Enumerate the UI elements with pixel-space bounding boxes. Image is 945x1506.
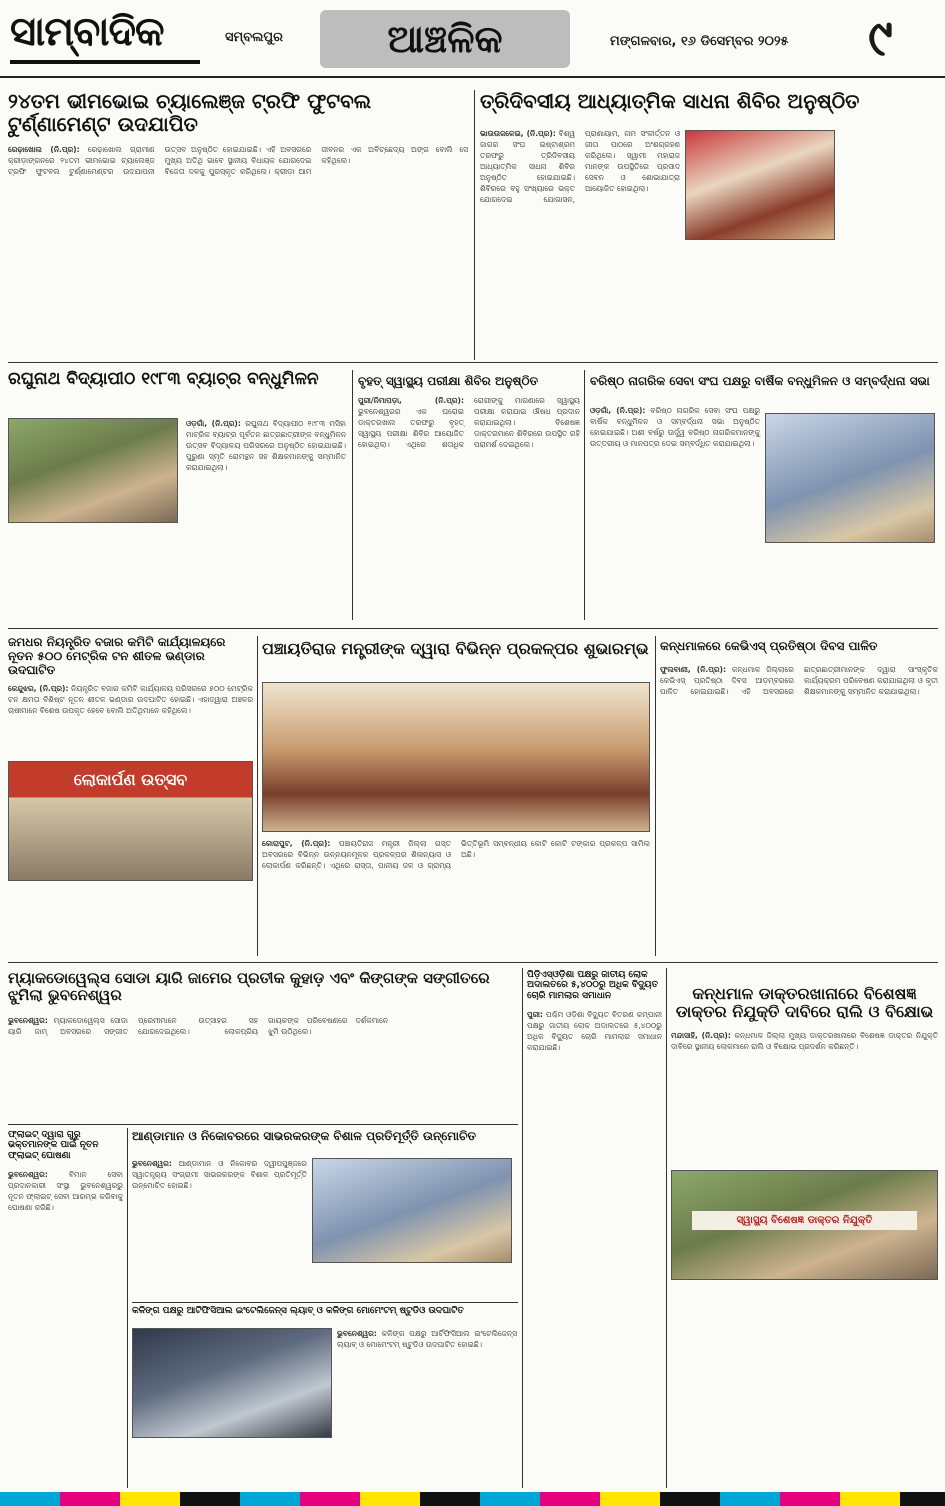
story-dateline: ଭୁବନେଶ୍ୱର: bbox=[8, 1170, 48, 1180]
row-divider bbox=[132, 1302, 518, 1303]
row-divider bbox=[8, 628, 938, 629]
story-text: ଭୁବନେଶ୍ୱରର ଏକ ଘରୋଇ ଡାକ୍ତରଖାନା ତରଫରୁ ବୃହତ୍ ସ୍ୱାସ୍ଥ୍ୟ ପରୀକ୍ଷା ଶିବିର ଆୟୋଜିତ ହୋଇଥିଲା। ଏଥିରେ ଶତାଧିକ ରୋଗୀଙ୍କୁ ମାଗଣାରେ ସ୍ୱାସ୍ଥ୍ୟ ପରୀକ୍ଷା କରାଯାଇ ଔଷଧ ପ୍ରଦାନ କରାଯାଇଥିଲା। ବିଶେଷଜ୍ଞ ଡାକ୍ତରମାନେ ଶିବିରରେ ଉପସ୍ଥିତ ରହି ପରାମର୍ଶ ଦେଇଥିଲେ। bbox=[358, 395, 580, 449]
section-banner: ଆଞ୍ଚଳିକ bbox=[320, 10, 570, 68]
story-dateline: ଫୁଲବାଣୀ, (ନି.ପ୍ର): bbox=[660, 664, 726, 674]
story-reunion bbox=[8, 370, 348, 620]
story-football bbox=[8, 90, 468, 355]
story-dateline: କେନ୍ଦୁଝର, (ନି.ପ୍ର): bbox=[8, 684, 69, 694]
story-headline: କନ୍ଧମାଳରେ କେଭିଏସ୍ ପ୍ରତିଷ୍ଠା ଦିବସ ପାଳିତ bbox=[660, 640, 878, 653]
story-text: କଳିଙ୍ଗ ପକ୍ଷରୁ ଆର୍ଟିଫିସିଆଲ ଇଂଟେଲିଜେନ୍ସ ଲ୍ୟାବ୍ ଓ ମୋମେଂଟମ୍ ଷ୍ଟୁଡିଓ ଉଦଘାଟିତ ହୋଇଛି। bbox=[337, 1329, 517, 1349]
edition-name: ସମ୍ବଲପୁର bbox=[225, 30, 283, 45]
story-photo bbox=[685, 130, 835, 240]
story-soda-yaari bbox=[8, 970, 518, 1120]
story-headline: ପଞ୍ଚାୟତିରାଜ ମନ୍ତ୍ରୀଙ୍କ ଦ୍ୱାରା ବିଭିନ୍ନ ପ୍ରକଳ୍ପର ଶୁଭାରମ୍ଭ bbox=[262, 640, 649, 658]
story-dateline: ଭୁବନେଶ୍ୱର: bbox=[337, 1329, 377, 1338]
story-kvs-day bbox=[660, 640, 938, 958]
column-rule bbox=[474, 90, 475, 360]
story-body bbox=[590, 405, 760, 449]
story-dateline: ରେଢ଼ାଖୋଲ (ନି.ପ୍ର): bbox=[8, 145, 80, 154]
story-headline: ଜମଧର ନିୟନ୍ତ୍ରିତ ବଜାର କମିଟି କାର୍ଯ୍ୟାଳୟରେ ନୂତନ ୫୦୦ ମେଟ୍ରିକ ଟନ ଶୀତଳ ଭଣ୍ଡାର ଉଦଘାଟିତ bbox=[8, 636, 226, 677]
story-text: ପଞ୍ଚାୟତିରାଜ ମନ୍ତ୍ରୀ ଜିଲ୍ଲା ଗସ୍ତ ଅବସରରେ ବିଭିନ୍ନ ଉନ୍ନୟନମୂଳକ ପ୍ରକଳ୍ପର ଶିଳାନ୍ୟାସ ଓ ଲୋକାର୍ପଣ କରିଛନ୍ତି। ଏଥିରେ ରାସ୍ତା, ପାନୀୟ ଜଳ ଓ ଗ୍ରାମ୍ୟ ଭିତ୍ତିଭୂମି ସମ୍ବନ୍ଧୀୟ କୋଟି କୋଟି ଟଙ୍କାର ପ୍ରକଳ୍ପ ସାମିଲ ଅଛି। bbox=[262, 839, 650, 870]
newspaper-logo: ସାମ୍ବାଦିକ bbox=[10, 8, 200, 64]
story-headline: ବରିଷ୍ଠ ନାଗରିକ ସେବା ସଂଘ ପକ୍ଷରୁ ବାର୍ଷିକ ବନ୍ଧୁମିଳନ ଓ ସମ୍ବର୍ଦ୍ଧନା ସଭା bbox=[590, 375, 930, 388]
page-number: ୯ bbox=[868, 8, 893, 67]
story-senior-citizens bbox=[590, 375, 938, 623]
story-body bbox=[358, 395, 580, 450]
story-body bbox=[132, 1158, 307, 1191]
story-headline: ରଘୁନାଥ ବିଦ୍ୟାପୀଠ ୧୯୮୩ ବ୍ୟାଚ୍‌ର ବନ୍ଧୁମିଳନ bbox=[8, 370, 319, 389]
story-text: ବରିଷ୍ଠ ନାଗରିକ ସେବା ସଂଘ ପକ୍ଷରୁ ବାର୍ଷିକ ବନ୍ଧୁମିଳନ ଓ ସମ୍ବର୍ଦ୍ଧନା ସଭା ଅନୁଷ୍ଠିତ ହୋଇଯାଇଛି। ଅଶୀ ବର୍ଷରୁ ଊର୍ଦ୍ଧ୍ୱ ବରିଷ୍ଠ ନାଗରିକମାନଙ୍କୁ ଉତ୍ତରୀୟ ଓ ମାନପତ୍ର ଦେଇ ସମ୍ବର୍ଦ୍ଧିତ କରାଯାଇଥିଲା। bbox=[590, 406, 761, 448]
column-rule bbox=[522, 968, 523, 1488]
story-body bbox=[671, 1030, 938, 1052]
story-dateline: ଓଡ଼ଗାଁ, (ନି.ପ୍ର): bbox=[186, 419, 241, 428]
story-spiritual-camp bbox=[480, 90, 938, 358]
column-rule bbox=[584, 370, 585, 620]
column-rule bbox=[352, 370, 353, 620]
story-dateline: କୋରାପୁଟ, (ନି.ପ୍ର): bbox=[262, 839, 331, 848]
story-headline: ପିଡ଼ିଏସ୍‌ଓଡ଼ିଶା ପକ୍ଷରୁ ଜାତୀୟ ଲୋକ ଅଦାଲତରେ ୫,୪୦୦ରୁ ଅଧିକ ବିଦ୍ୟୁତ ଚୋରି ମାମଲାର ସମାଧାନ bbox=[527, 970, 658, 1001]
story-text: ରେଢ଼ାଖୋଲ ଗ୍ରାମୀଣ କ୍ରୀଡ଼ାଙ୍ଗନରେ ୨୪ତମ ଭୀମଭୋଇ ଚ୍ୟାଲେଞ୍ଜ ଟ୍ରଫି ଫୁଟବଲ ଟୁର୍ଣ୍ଣାମେଣ୍ଟର ଉଦଯାପନୀ ଉତ୍ସବ ଅନୁଷ୍ଠିତ ହୋଇଯାଇଛି। ଏହି ଅବସରରେ ମୁଖ୍ୟ ଅତିଥି ଭାବେ ସ୍ଥାନୀୟ ବିଧାୟକ ଯୋଗଦେଇ ବିଜେତା ଦଳକୁ ପୁରସ୍କୃତ କରିଥିଲେ। କ୍ରୀଡ଼ା ଆମ ଜୀବନର ଏକ ଅବିଚ୍ଛେଦ୍ୟ ଅଙ୍ଗ ବୋଲି ସେ କହିଥିଲେ। bbox=[8, 145, 468, 176]
story-body bbox=[262, 838, 650, 871]
story-photo bbox=[671, 1170, 938, 1280]
story-text: ରଘୁନାଥ ବିଦ୍ୟାପୀଠ ୧୯୮୩ ମସିହା ମାଟ୍ରିକ ବ୍ୟାଚ୍‌ର ପୂର୍ବତନ ଛାତ୍ରଛାତ୍ରୀଙ୍କ ବନ୍ଧୁମିଳନ ଉତ୍ସବ ବିଦ୍ୟାଳୟ ପରିସରରେ ଅନୁଷ୍ଠିତ ହୋଇଯାଇଛି। ପୁରୁଣା ସ୍ମୃତି ରୋମନ୍ଥନ ସହ ଶିକ୍ଷକମାନଙ୍କୁ ସମ୍ମାନିତ କରାଯାଇଥିଲା। bbox=[186, 419, 346, 472]
story-headline: ଫ୍ଲାଇଟ୍ ଦ୍ୱାରା ଗୁରୁ ଭକ୍ତମାନଙ୍କ ପାଇଁ ନୂତନ ଫ୍ଲାଇଟ୍ ଘୋଷଣା bbox=[8, 1130, 99, 1161]
story-photo bbox=[312, 1158, 512, 1263]
story-photo bbox=[8, 418, 178, 523]
story-dateline: ମନ୍ଦାସାହି, (ନି.ପ୍ର): bbox=[671, 1030, 731, 1040]
story-photo bbox=[765, 413, 935, 543]
story-headline: ତ୍ରିଦିବସୀୟ ଆଧ୍ୟାତ୍ମିକ ସାଧନା ଶିବିର ଅନୁଷ୍ଠିତ bbox=[480, 90, 860, 113]
banner-text: ସ୍ୱାସ୍ଥ୍ୟ ବିଶେଷଜ୍ଞ ଡାକ୍ତର ନିଯୁକ୍ତି bbox=[692, 1211, 917, 1230]
story-body bbox=[660, 664, 938, 697]
story-headline: ମ୍ୟାକଡୋୱେଲ୍ସ ସୋଡା ୟାରି ଜାମେର ପ୍ରତୀକ କୁହାଡ଼ ଏବଂ କିଙ୍ଗଙ୍କ ସଙ୍ଗୀତରେ ଝୁମିଲା ଭୁବନେଶ୍ୱର bbox=[8, 970, 490, 1005]
story-text: ବିଶ୍ୱ ଜାଗର ସଂଘ ଇଷ୍ଟାଶ୍ରମ ତରଫରୁ ତ୍ରିଦିବସୀୟ ଆଧ୍ୟାତ୍ମିକ ସାଧନା ଶିବିର ଅନୁଷ୍ଠିତ ହୋଇଯାଇଛି। ଶିବିରରେ ବହୁ ସଂଖ୍ୟାରେ ଭକ୍ତ ଯୋଗଦେଇ ଯୋଗାସନ, ପ୍ରାଣାୟାମ, ନାମ ସଂକୀର୍ତ୍ତନ ଓ ଗୀତା ପାଠରେ ଅଂଶଗ୍ରହଣ କରିଥିଲେ। ସ୍ୱାମୀ ମହାରାଜ ମାନଙ୍କ ଉପସ୍ଥିତିରେ ପ୍ରସାଦ ସେବନ ଓ ଶୋଭାଯାତ୍ରା ଆୟୋଜିତ ହୋଇଥିଲା। bbox=[480, 129, 680, 204]
story-text: କନ୍ଧମାଳ ଜିଲ୍ଲାରେ କେଭିଏସ୍ ପ୍ରତିଷ୍ଠା ଦିବସ ଆଡ଼ମ୍ବରରେ ପାଳିତ ହୋଇଯାଇଛି। ଏହି ଅବସରରେ ଛାତ୍ରଛାତ୍ରୀମାନଙ୍କ ଦ୍ୱାରା ସାଂସ୍କୃତିକ କାର୍ଯ୍ୟକ୍ରମ ପରିବେଷଣ କରାଯାଇଥିଲା ଓ କୃତୀ ଶିକ୍ଷକମାନଙ୍କୁ ସମ୍ମାନିତ କରାଯାଇଥିଲା। bbox=[660, 664, 938, 696]
story-flight bbox=[8, 1130, 123, 1485]
story-dateline: ଭୁବନେଶ୍ୱର: bbox=[132, 1159, 172, 1168]
issue-date: ମଙ୍ଗଳବାର, ୧୬ ଡିସେମ୍ବର ୨୦୨୫ bbox=[610, 34, 789, 49]
story-health-camp bbox=[358, 375, 580, 623]
story-text: ନିୟନ୍ତ୍ରିତ ବଜାର କମିଟି କାର୍ଯ୍ୟାଳୟ ପରିସରରେ ୫୦୦ ମେଟ୍ରିକ ଟନ କ୍ଷମତା ବିଶିଷ୍ଟ ନୂତନ ଶୀତଳ ଭଣ୍ଡାର ଉଦଘାଟିତ ହୋଇଛି। ଏହାଦ୍ୱାରା ଅଞ୍ଚଳର ଚାଷୀମାନେ ବିଶେଷ ଉପକୃତ ହେବେ ବୋଲି ଅତିଥିମାନେ କହିଥିଲେ। bbox=[8, 684, 253, 716]
story-dateline: ପୁରୀ: bbox=[527, 1010, 543, 1020]
banner-text: ଲୋକାର୍ପଣ ଉତ୍ସବ bbox=[73, 770, 188, 789]
story-body bbox=[527, 1009, 662, 1053]
story-dateline: ଭାଉଉଜଳେଇ, (ନି.ପ୍ର): bbox=[480, 129, 556, 138]
story-dateline: ଓଡ଼ଗାଁ, (ନି.ପ୍ର): bbox=[590, 406, 646, 415]
story-body bbox=[8, 1015, 518, 1037]
row-divider bbox=[8, 962, 938, 963]
story-text: ପଶ୍ଚିମ ଓଡ଼ିଶା ବିଦ୍ୟୁତ ବିତରଣ କମ୍ପାନୀ ପକ୍ଷରୁ ଜାତୀୟ ଲୋକ ଅଦାଲତରେ ୫,୪୦୦ରୁ ଅଧିକ ବିଦ୍ୟୁତ ଚୋରି ମାମଲାର ସମାଧାନ କରାଯାଇଛି। bbox=[527, 1010, 662, 1053]
story-text: କନ୍ଧମାଳ ଜିଲ୍ଲା ମୁଖ୍ୟ ଡାକ୍ତରଖାନାରେ ବିଶେଷଜ୍ଞ ଡାକ୍ତର ନିଯୁକ୍ତି ଦାବିରେ ସ୍ଥାନୀୟ ଲୋକମାନେ ରାଲି ଓ ବିକ୍ଷୋଭ ପ୍ରଦର୍ଶନ କରିଛନ୍ତି। bbox=[671, 1030, 938, 1051]
story-body bbox=[480, 128, 680, 205]
story-cold-storage bbox=[8, 636, 253, 956]
story-body bbox=[8, 683, 253, 716]
column-rule bbox=[257, 636, 258, 956]
story-body bbox=[337, 1328, 517, 1350]
story-text: ଆଣ୍ଡାମାନ ଓ ନିକୋବର ଦ୍ୱୀପପୁଞ୍ଜରେ ସ୍ୱାତନ୍ତ୍ର୍ୟ ସଂଗ୍ରାମୀ ସାଭରକରଙ୍କ ବିଶାଳ ପ୍ରତିମୂର୍ତ୍ତି ଉନ୍ମୋଚିତ ହୋଇଛି। bbox=[132, 1159, 307, 1190]
story-dateline: ଭୁବନେଶ୍ୱର: bbox=[8, 1015, 48, 1025]
story-body bbox=[8, 144, 468, 177]
story-body bbox=[186, 418, 346, 473]
column-rule bbox=[127, 1128, 128, 1488]
story-text: ବିମାନ ସେବା ପ୍ରଦାନକାରୀ ସଂସ୍ଥା ଭୁବନେଶ୍ୱରରୁ ନୂତନ ଫ୍ଲାଇଟ୍ ସେବା ଆରମ୍ଭ କରିବାକୁ ଘୋଷଣା କରିଛି। bbox=[8, 1170, 123, 1213]
column-rule bbox=[666, 968, 667, 1488]
story-photo bbox=[262, 682, 650, 832]
story-panchayat-minister bbox=[262, 640, 650, 958]
print-color-bar bbox=[0, 1492, 945, 1506]
story-headline: କନ୍ଧମାଳ ଡାକ୍ତରଖାନାରେ ବିଶେଷଜ୍ଞ ଡାକ୍ତର ନିଯୁକ୍ତି ଦାବିରେ ରାଲି ଓ ବିକ୍ଷୋଭ bbox=[675, 985, 934, 1022]
row-divider bbox=[8, 1124, 518, 1125]
masthead bbox=[0, 0, 945, 78]
story-savarkar bbox=[132, 1130, 518, 1300]
story-photo bbox=[132, 1328, 332, 1438]
story-headline: ଆଣ୍ଡାମାନ ଓ ନିକୋବରରେ ସାଭରକରଙ୍କ ବିଶାଳ ପ୍ରତିମୂର୍ତ୍ତି ଉନ୍ମୋଚିତ bbox=[132, 1130, 477, 1143]
story-text: ମ୍ୟାକଡୋୱେଲ୍ସ ସୋଡା ୟାରି ଜାମ୍ ଅବସରରେ ସଙ୍ଗୀତ ପ୍ରେମୀମାନେ ଉତ୍ସାହର ସହ ଯୋଗଦେଇଥିଲେ। ଲୋକପ୍ରିୟ ଗାୟକଙ୍କ ପରିବେଷଣରେ ଦର୍ଶକମାନେ ଝୁମି ଉଠିଥିଲେ। bbox=[8, 1015, 388, 1036]
story-photo bbox=[8, 761, 253, 881]
story-headline: କଳିଙ୍ଗ ପକ୍ଷରୁ ଆର୍ଟିଫିସିଆଲ ଇଂଟେଲିଜେନ୍ସ ଲ୍ୟାବ୍ ଓ କଳିଙ୍ଗ ମୋମେଂଟମ୍ ଷ୍ଟୁଡିଓ ଉଦଘାଟିତ bbox=[132, 1306, 464, 1316]
story-ai-lab bbox=[132, 1306, 518, 1486]
story-headline: ବୃହତ୍ ସ୍ୱାସ୍ଥ୍ୟ ପରୀକ୍ଷା ଶିବିର ଅନୁଷ୍ଠିତ bbox=[358, 375, 539, 388]
column-rule bbox=[655, 636, 656, 956]
story-body bbox=[8, 1169, 123, 1213]
story-dateline: ପୁରୀ/ନିମାପଡ଼ା, (ନି.ପ୍ର): bbox=[358, 395, 464, 405]
story-headline: ୨୪ତମ ଭୀମଭୋଇ ଚ୍ୟାଲେଞ୍ଜ ଟ୍ରଫି ଫୁଟବଲ ଟୁର୍ଣ୍ଣାମେଣ୍ଟ ଉଦଯାପିତ bbox=[8, 90, 372, 136]
story-power-theft bbox=[527, 970, 662, 1490]
row-divider bbox=[8, 362, 938, 363]
story-doctor-rally bbox=[671, 985, 938, 1485]
